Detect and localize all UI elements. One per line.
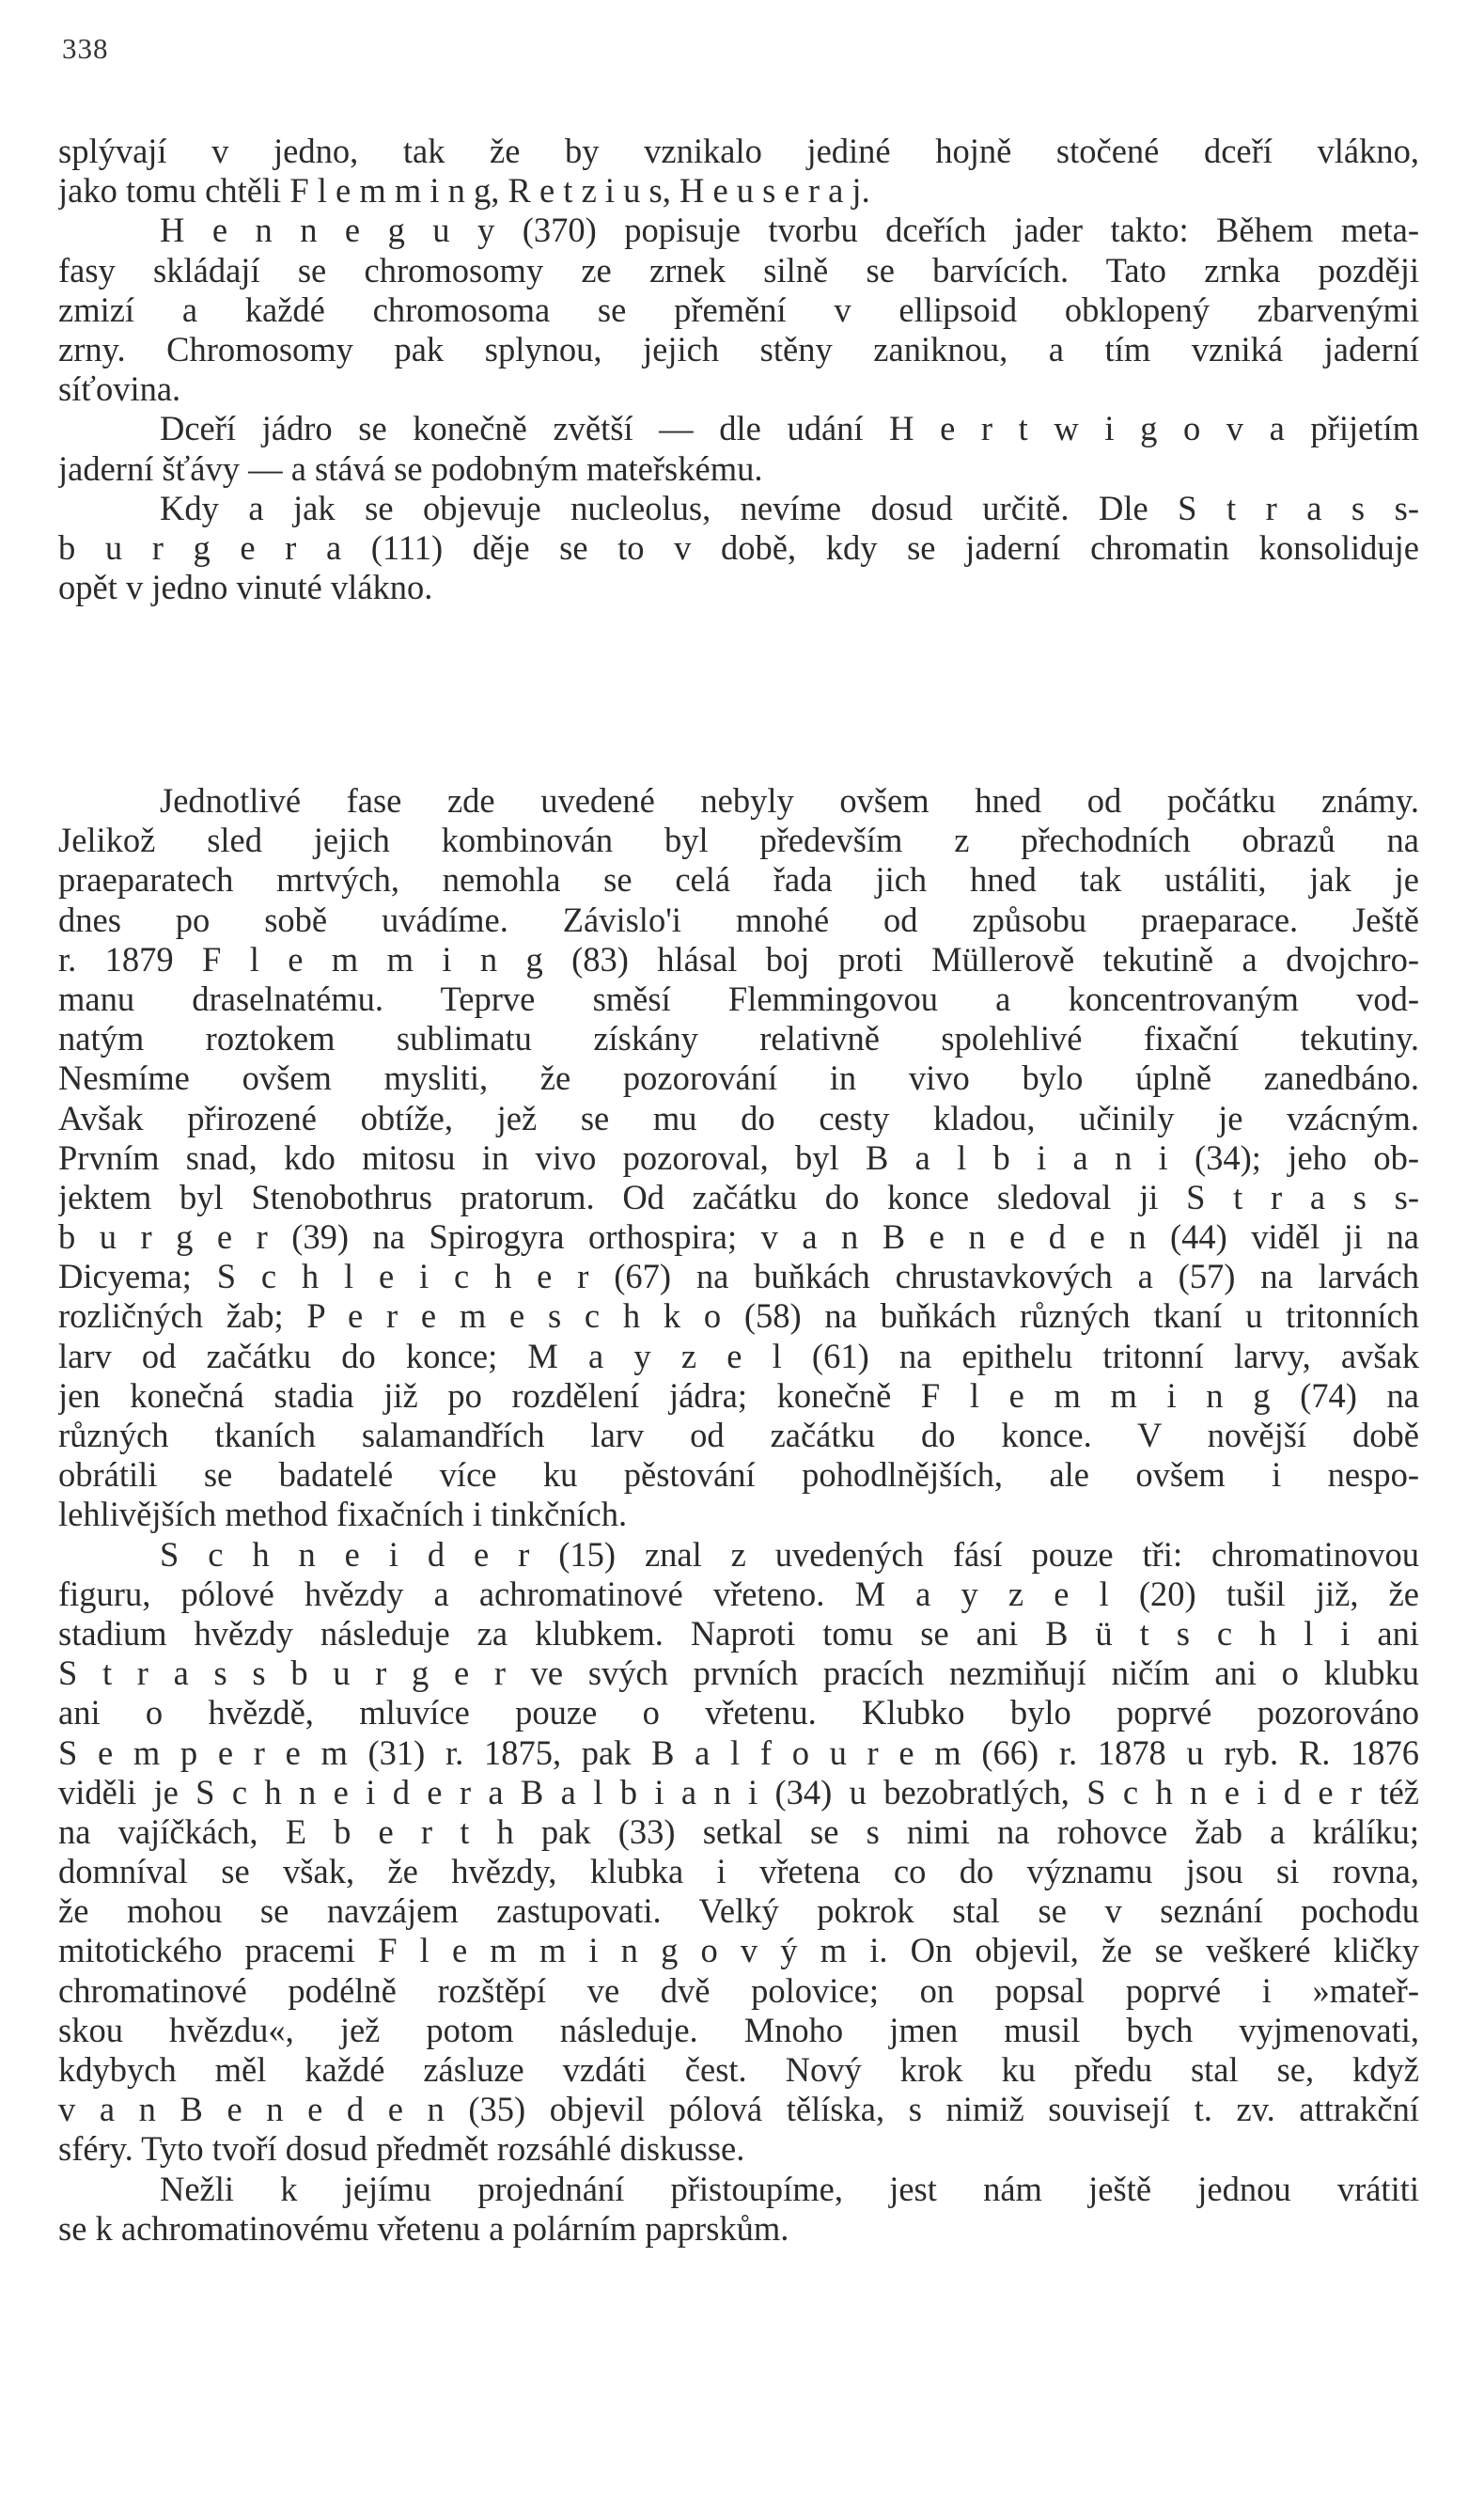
text-line: jektem byl Stenobothrus pratorum. Od začátku do konce sledoval ji S t r a s s- <box>58 1177 1419 1216</box>
text-line: opět v jedno vinuté vlákno. <box>58 568 433 607</box>
text-line: obrátili se badatelé více ku pěstování pohodlnějších, ale ovšem i nespo- <box>58 1455 1419 1495</box>
text-line: skou hvězdu«, jež potom následuje. Mnoho jmen musil bych vyjmenovati, <box>58 2010 1419 2049</box>
text-line: fasy skládají se chromosomy ze zrnek silně se barvících. Tato zrnka později <box>58 250 1419 290</box>
text-line: rozličných žab; P e r e m e s c h k o (58) na buňkách různých tkaní u tritonních <box>58 1296 1419 1336</box>
text-line: viděli je S c h n e i d e r a B a l b i a n i (34) u bezobratlých, S c h n e i d e r též <box>58 1772 1419 1811</box>
text-block-mitosis-daughter-nuclei <box>58 132 1419 607</box>
text-line: kdybych měl každé zásluze vzdáti čest. Nový krok ku předu stal se, když <box>58 2050 1419 2089</box>
text-line: jaderní šťávy — a stává se podobným mateřskému. <box>58 448 763 488</box>
text-line: b u r g e r a (111) děje se to v době, kdy se jaderní chromatin konsoliduje <box>58 527 1419 567</box>
text-line: v a n B e n e d e n (35) objevil pólová tělíska, s nimiž souvisejí t. zv. attrakční <box>58 2090 1419 2129</box>
text-line: S c h n e i d e r (15) znal z uvedených fásí pouze tři: chromatinovou <box>160 1534 1419 1574</box>
text-line: dnes po sobě uvádíme. Závislo'i mnohé od způsobu praeparace. Ještě <box>58 900 1419 939</box>
text-line: že mohou se navzájem zastupovati. Velký pokrok stal se v seznání pochodu <box>58 1891 1419 1931</box>
text-line: různých tkaních salamandřích larv od začátku do konce. V novější době <box>58 1416 1419 1454</box>
text-line: Jelikož sled jejich kombinován byl především z přechodních obrazů na <box>58 821 1419 860</box>
text-line: stadium hvězdy následuje za klubkem. Naproti tomu se ani B ü t s c h l i ani <box>58 1613 1419 1653</box>
text-line: Nežli k jejímu projednání přistoupíme, jest nám ještě jednou vrátiti <box>160 2169 1419 2208</box>
text-line: chromatinové podélně rozštěpí ve dvě polovice; on popsal poprvé i »mateř- <box>58 1970 1419 2010</box>
text-line: ani o hvězdě, mluvíce pouze o vřetenu. Klubko bylo poprvé pozorováno <box>58 1693 1419 1733</box>
text-line: domníval se však, že hvězdy, klubka i vřetena co do významu jsou si rovna, <box>58 1852 1419 1891</box>
text-line: praeparatech mrtvých, nemohla se celá řada jich hned tak ustáliti, jak je <box>58 860 1419 900</box>
text-line: sféry. Tyto tvoří dosud předmět rozsáhlé diskusse. <box>58 2129 745 2169</box>
text-line: Nesmíme ovšem mysliti, že pozorování in vivo bylo úplně zanedbáno. <box>58 1058 1419 1098</box>
text-line: Dicyema; S c h l e i c h e r (67) na buňkách chrustavkových a (57) na larvách <box>58 1257 1419 1296</box>
text-line: Jednotlivé fase zde uvedené nebyly ovšem hned od počátku známy. <box>160 781 1419 820</box>
text-line: zrny. Chromosomy pak splynou, jejich stěny zaniknou, a tím vzniká jaderní <box>58 329 1419 368</box>
page-number: 338 <box>62 32 109 65</box>
text-line: jako tomu chtěli F l e m m i n g, R e t z i u s, H e u s e r a j. <box>58 171 870 211</box>
text-line: mitotického pracemi F l e m m i n g o v ý m i. On objevil, že se veškeré kličky <box>58 1931 1419 1970</box>
text-line: S t r a s s b u r g e r ve svých prvních pracích nezmiňují ničím ani o klubku <box>58 1654 1419 1693</box>
text-line: H e n n e g u y (370) popisuje tvorbu dceřích jader takto: Během meta- <box>160 211 1419 250</box>
text-line: síťovina. <box>58 369 181 409</box>
text-line: Kdy a jak se objevuje nucleolus, nevíme dosud určitě. Dle S t r a s s- <box>160 488 1419 527</box>
text-line: Prvním snad, kdo mitosu in vivo pozoroval, byl B a l b i a n i (34); jeho ob- <box>58 1137 1419 1177</box>
text-line: larv od začátku do konce; M a y z e l (61) na epithelu tritonní larvy, avšak <box>58 1336 1419 1375</box>
text-line: jen konečná stadia již po rozdělení jádra; konečně F l e m m i n g (74) na <box>58 1375 1419 1415</box>
text-line: b u r g e r (39) na Spirogyra orthospira; v a n B e n e d e n (44) viděl ji na <box>58 1217 1419 1257</box>
text-line: na vajíčkách, E b e r t h pak (33) setkal se s nimi na rohovce žab a králíku; <box>58 1811 1419 1851</box>
text-line: splývají v jedno, tak že by vznikalo jediné hojně stočené dceří vlákno, <box>58 132 1419 170</box>
text-line: se k achromatinovému vřetenu a polárním paprskům. <box>58 2208 789 2248</box>
text-line: figuru, pólové hvězdy a achromatinové vřeteno. M a y z e l (20) tušil již, že <box>58 1574 1419 1613</box>
text-line: natým roztokem sublimatu získány relativně spolehlivé fixační tekutiny. <box>58 1019 1419 1058</box>
text-line: Dceří jádro se konečně zvětší — dle udání H e r t w i g o v a přijetím <box>160 409 1419 448</box>
text-line: manu draselnatému. Teprve směsí Flemmingovou a koncentrovaným vod- <box>58 979 1419 1018</box>
text-line: S e m p e r e m (31) r. 1875, pak B a l f o u r e m (66) r. 1878 u ryb. R. 1876 <box>58 1733 1419 1772</box>
text-line: lehlivějších method fixačních i tinkčních. <box>58 1495 628 1534</box>
text-block-history-of-observation <box>58 781 1419 2249</box>
text-line: zmizí a každé chromosoma se přemění v ellipsoid obklopený zbarvenými <box>58 290 1419 329</box>
text-line: r. 1879 F l e m m i n g (83) hlásal boj proti Müllerově tekutině a dvojchro- <box>58 939 1419 979</box>
text-line: Avšak přirozené obtíže, jež se mu do cesty kladou, učinily je vzácným. <box>58 1098 1419 1137</box>
